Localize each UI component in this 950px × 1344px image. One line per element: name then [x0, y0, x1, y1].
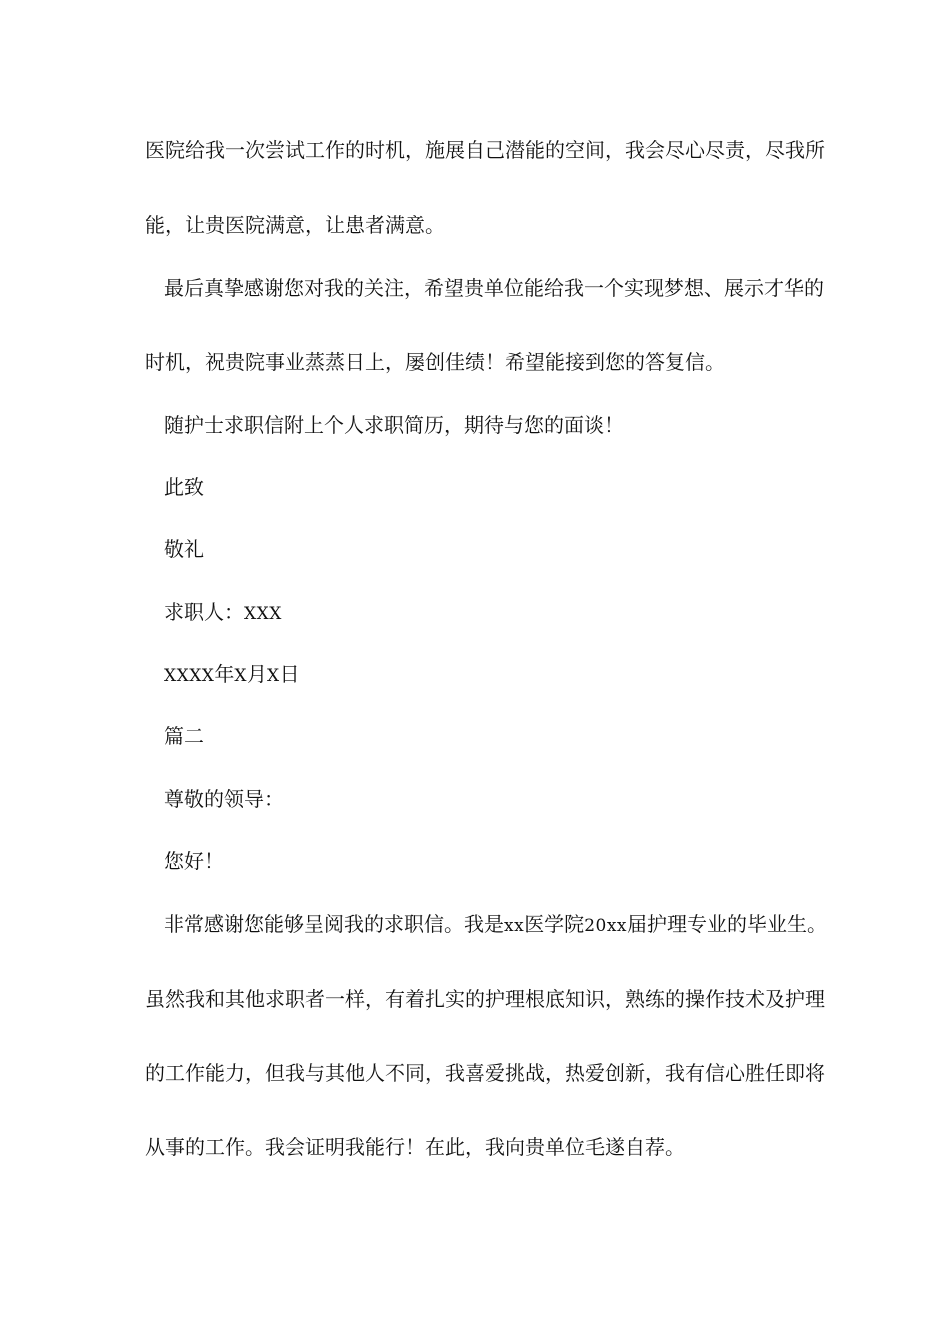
paragraph-4-line-1-part-e: 届护理专业的毕业生。: [627, 912, 827, 936]
paragraph-4-line-2: 虽然我和其他求职者一样，有着扎实的护理根底知识，熟练的操作技术及护理: [145, 987, 825, 1011]
applicant-label: 求职人：: [164, 600, 244, 624]
date-day: X: [267, 666, 280, 686]
date-year: XXXX: [164, 666, 215, 686]
date-year-char: 年: [214, 662, 235, 686]
paragraph-1-line-1: 医院给我一次尝试工作的时机，施展自己潜能的空间，我会尽心尽责，尽我所: [145, 138, 825, 162]
salutation: 尊敬的领导：: [164, 787, 284, 811]
year-placeholder: 20xx: [584, 916, 627, 936]
applicant-line: [164, 598, 282, 628]
paragraph-2-line-2: 时机，祝贵院事业蒸蒸日上，屡创佳绩！希望能接到您的答复信。: [145, 350, 725, 374]
paragraph-3: 随护士求职信附上个人求职简历，期待与您的面谈！: [164, 413, 624, 437]
date-month-char: 月: [247, 662, 268, 686]
date-day-char: 日: [279, 662, 300, 686]
closing-1: 此致: [164, 475, 204, 499]
paragraph-4-line-3: 的工作能力，但我与其他人不同，我喜爱挑战，热爱创新，我有信心胜任即将: [145, 1061, 825, 1085]
paragraph-1-line-2: 能，让贵医院满意，让患者满意。: [145, 213, 445, 237]
closing-2: 敬礼: [164, 537, 204, 561]
date-line: [164, 660, 300, 690]
paragraph-4-line-1-part-c: 医学院: [524, 912, 585, 936]
paragraph-4-line-4: 从事的工作。我会证明我能行！在此，我向贵单位毛遂自荐。: [145, 1135, 685, 1159]
applicant-value: XXX: [244, 604, 282, 624]
school-placeholder: xx: [504, 916, 525, 936]
section-title: 篇二: [164, 724, 204, 748]
paragraph-2-line-1: 最后真挚感谢您对我的关注，希望贵单位能给我一个实现梦想、展示才华的: [164, 276, 824, 300]
paragraph-4-line-1: [164, 910, 827, 940]
date-month: X: [234, 666, 248, 686]
greeting: 您好！: [164, 849, 224, 873]
paragraph-4-line-1-part-a: 非常感谢您能够呈阅我的求职信。我是: [164, 912, 504, 936]
